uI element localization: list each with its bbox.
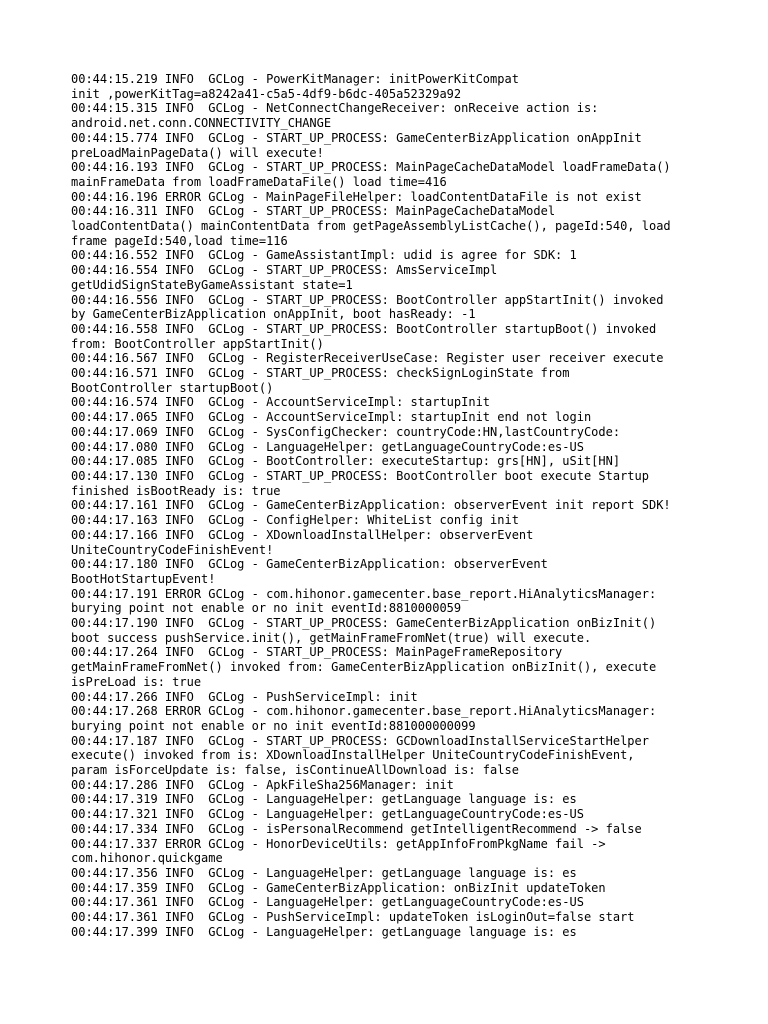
log-line: BootHotStartupEvent! xyxy=(71,571,216,586)
log-line: 00:44:17.163 INFO GCLog - ConfigHelper: WhiteList config init xyxy=(71,513,519,528)
log-line: 00:44:15.774 INFO GCLog - START_UP_PROCESS: GameCenterBizApplication onAppInit xyxy=(71,130,642,145)
log-line: burying point not enable or no init eventId:8810000059 xyxy=(71,601,462,616)
log-line: boot success pushService.init(), getMainFrameFromNet(true) will execute. xyxy=(71,630,592,645)
log-line: 00:44:17.356 INFO GCLog - LanguageHelper: getLanguage language is: es xyxy=(71,865,577,880)
log-line: preLoadMainPageData() will execute! xyxy=(71,145,324,160)
log-line: 00:44:17.321 INFO GCLog - LanguageHelper: getLanguageCountryCode:es-US xyxy=(71,807,584,822)
log-line: param isForceUpdate is: false, isContinueAllDownload is: false xyxy=(71,763,519,778)
log-line: 00:44:17.337 ERROR GCLog - HonorDeviceUtils: getAppInfoFromPkgName fail -> xyxy=(71,836,606,851)
log-line: 00:44:16.574 INFO GCLog - AccountServiceImpl: startupInit xyxy=(71,395,491,410)
log-line: mainFrameData from loadFrameDataFile() load time=416 xyxy=(71,174,447,189)
log-line: init ,powerKitTag=a8242a41-c5a5-4df9-b6dc-405a52329a92 xyxy=(71,86,462,101)
log-line: 00:44:17.399 INFO GCLog - LanguageHelper: getLanguage language is: es xyxy=(71,924,577,939)
log-line: android.net.conn.CONNECTIVITY_CHANGE xyxy=(71,116,332,131)
log-line: 00:44:17.187 INFO GCLog - START_UP_PROCESS: GCDownloadInstallServiceStartHelper xyxy=(71,733,649,748)
log-line: 00:44:16.193 INFO GCLog - START_UP_PROCESS: MainPageCacheDataModel loadFrameData() xyxy=(71,160,671,175)
log-line: UniteCountryCodeFinishEvent! xyxy=(71,542,274,557)
log-line: BootController startupBoot() xyxy=(71,380,274,395)
log-line: getUdidSignStateByGameAssistant state=1 xyxy=(71,277,353,292)
log-line: getMainFrameFromNet() invoked from: GameCenterBizApplication onBizInit(), execute xyxy=(71,660,657,675)
log-line: 00:44:17.190 INFO GCLog - START_UP_PROCESS: GameCenterBizApplication onBizInit() xyxy=(71,616,657,631)
log-line: 00:44:17.085 INFO GCLog - BootController: executeStartup: grs[HN], uSit[HN] xyxy=(71,454,621,469)
log-line: 00:44:16.556 INFO GCLog - START_UP_PROCESS: BootController appStartInit() invoked xyxy=(71,292,664,307)
log-line: 00:44:16.552 INFO GCLog - GameAssistantImpl: udid is agree for SDK: 1 xyxy=(71,248,577,263)
log-document xyxy=(71,72,711,939)
log-line: 00:44:17.069 INFO GCLog - SysConfigChecker: countryCode:HN,lastCountryCode: xyxy=(71,424,621,439)
log-line: 00:44:17.361 INFO GCLog - LanguageHelper: getLanguageCountryCode:es-US xyxy=(71,895,584,910)
log-line: 00:44:17.065 INFO GCLog - AccountServiceImpl: startupInit end not login xyxy=(71,410,592,425)
log-line: 00:44:17.080 INFO GCLog - LanguageHelper: getLanguageCountryCode:es-US xyxy=(71,439,584,454)
log-line: 00:44:17.130 INFO GCLog - START_UP_PROCESS: BootController boot execute Startup xyxy=(71,468,649,483)
log-line: from: BootController appStartInit() xyxy=(71,336,324,351)
log-line: 00:44:16.311 INFO GCLog - START_UP_PROCESS: MainPageCacheDataModel xyxy=(71,204,556,219)
log-line: 00:44:16.196 ERROR GCLog - MainPageFileHelper: loadContentDataFile is not exist xyxy=(71,189,642,204)
log-line: 00:44:17.361 INFO GCLog - PushServiceImpl: updateToken isLoginOut=false start xyxy=(71,910,635,925)
log-line: finished isBootReady is: true xyxy=(71,483,281,498)
log-line: 00:44:17.319 INFO GCLog - LanguageHelper: getLanguage language is: es xyxy=(71,792,577,807)
log-line: 00:44:15.315 INFO GCLog - NetConnectChangeReceiver: onReceive action is: xyxy=(71,101,599,116)
log-line: execute() invoked from is: XDownloadInstallHelper UniteCountryCodeFinishEvent, xyxy=(71,748,635,763)
log-line: 00:44:17.359 INFO GCLog - GameCenterBizApplication: onBizInit updateToken xyxy=(71,880,606,895)
log-line: 00:44:17.334 INFO GCLog - isPersonalRecommend getIntelligentRecommend -> false xyxy=(71,821,642,836)
log-line: 00:44:17.191 ERROR GCLog - com.hihonor.gamecenter.base_report.HiAnalyticsManager: xyxy=(71,586,657,601)
log-line: com.hihonor.quickgame xyxy=(71,851,223,866)
log-line: 00:44:17.266 INFO GCLog - PushServiceImpl: init xyxy=(71,689,418,704)
log-line: 00:44:16.571 INFO GCLog - START_UP_PROCESS: checkSignLoginState from xyxy=(71,366,570,381)
log-line: 00:44:16.554 INFO GCLog - START_UP_PROCESS: AmsServiceImpl xyxy=(71,263,498,278)
log-line: 00:44:16.558 INFO GCLog - START_UP_PROCESS: BootController startupBoot() invoked xyxy=(71,321,657,336)
log-line: 00:44:15.219 INFO GCLog - PowerKitManager: initPowerKitCompat xyxy=(71,72,519,86)
log-line: isPreLoad is: true xyxy=(71,674,202,689)
log-line: by GameCenterBizApplication onAppInit, boot hasReady: -1 xyxy=(71,307,476,322)
log-line: frame pageId:540,load time=116 xyxy=(71,233,288,248)
log-line: 00:44:17.264 INFO GCLog - START_UP_PROCESS: MainPageFrameRepository xyxy=(71,645,563,660)
log-line: loadContentData() mainContentData from getPageAssemblyListCache(), pageId:540, load xyxy=(71,219,671,234)
log-line: 00:44:17.161 INFO GCLog - GameCenterBizApplication: observerEvent init report SDK! xyxy=(71,498,671,513)
log-line: 00:44:17.286 INFO GCLog - ApkFileSha256Manager: init xyxy=(71,777,454,792)
log-line: burying point not enable or no init eventId:881000000099 xyxy=(71,718,476,733)
log-line: 00:44:17.180 INFO GCLog - GameCenterBizApplication: observerEvent xyxy=(71,557,548,572)
log-line: 00:44:16.567 INFO GCLog - RegisterReceiverUseCase: Register user receiver execute xyxy=(71,351,664,366)
log-line: 00:44:17.166 INFO GCLog - XDownloadInstallHelper: observerEvent xyxy=(71,527,534,542)
log-line: 00:44:17.268 ERROR GCLog - com.hihonor.gamecenter.base_report.HiAnalyticsManager: xyxy=(71,704,657,719)
